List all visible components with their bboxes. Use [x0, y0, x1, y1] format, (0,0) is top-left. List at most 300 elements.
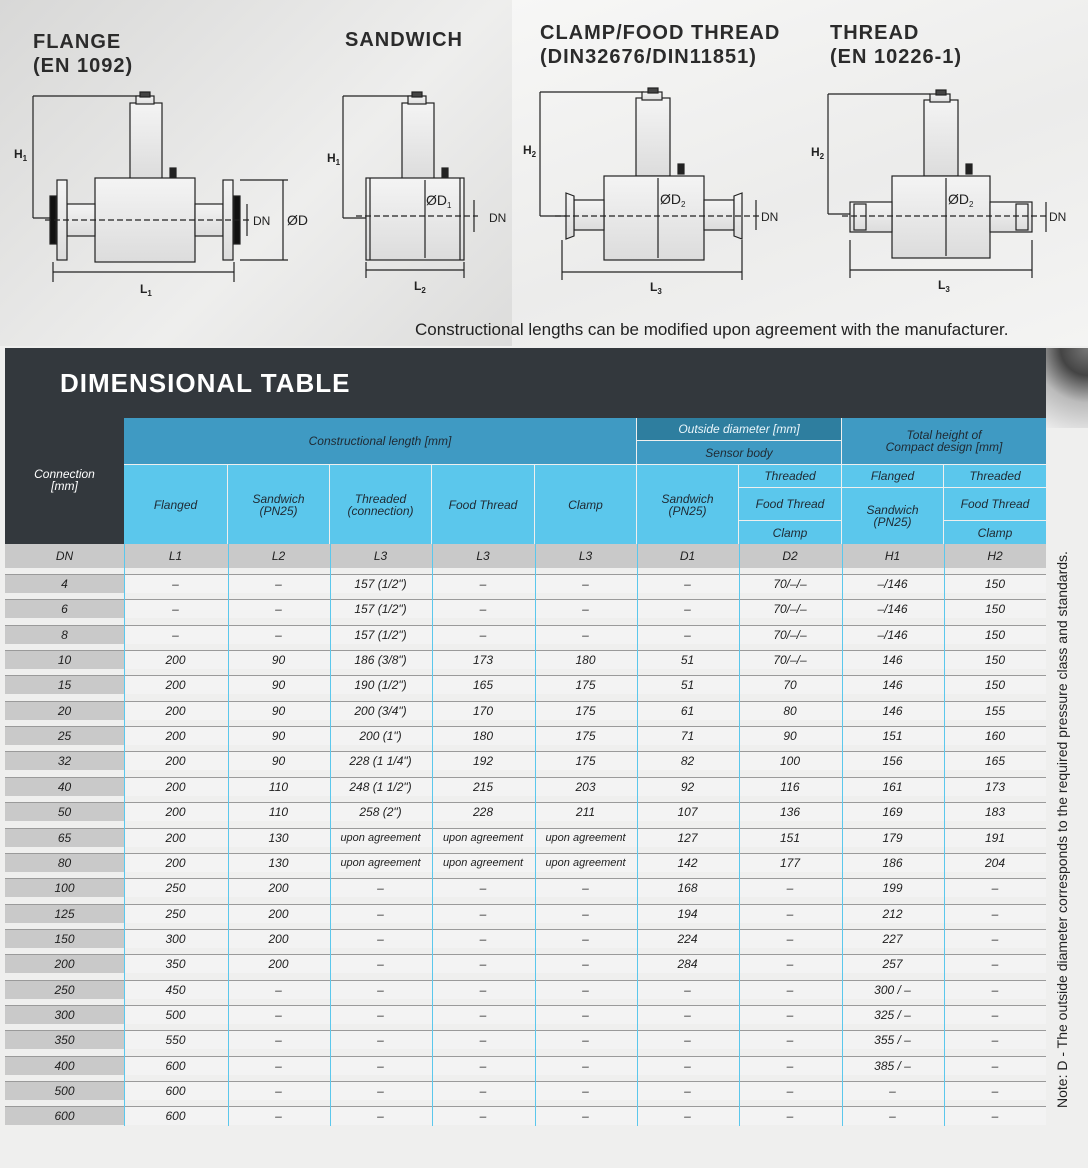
cell-l2: – [275, 627, 282, 642]
cell-l3-food-thread: 215 [472, 779, 494, 794]
cell-h1: –/146 [877, 602, 908, 617]
table-row [5, 675, 1046, 694]
cell-h2: 183 [984, 805, 1006, 820]
cell-l2: 90 [271, 703, 286, 718]
cell-h2: – [991, 1058, 999, 1073]
header-h2-threaded: Threaded [944, 465, 1046, 487]
cell-d2: 116 [780, 779, 800, 794]
cell-l3-food-thread: 180 [472, 729, 494, 744]
symbol-l2: L2 [271, 549, 286, 563]
cell-h2: – [991, 982, 999, 997]
cell-h1: –/146 [877, 577, 908, 591]
cell-l1: 350 [165, 957, 186, 972]
cell-l2: – [275, 1084, 282, 1098]
cell-d2: 136 [779, 805, 801, 820]
cell-dn: 350 [54, 1033, 75, 1048]
cell-l3-food-thread: upon agreement [442, 856, 524, 869]
table-row [5, 1005, 1046, 1024]
header-d2-food-thread: Food Thread [739, 488, 841, 520]
cell-d2: – [786, 957, 794, 972]
cell-d2: 70/–/– [773, 627, 807, 642]
cell-h2: 173 [984, 779, 1006, 794]
cell-l1: 250 [165, 881, 186, 896]
cell-d2: – [786, 881, 794, 896]
cell-d1: 92 [680, 779, 695, 794]
cell-l3-clamp: 175 [575, 678, 596, 693]
cell-h1: 186 [882, 855, 903, 870]
cell-l2: 130 [268, 830, 289, 845]
cell-l3-threaded: 200 (3/4") [354, 703, 407, 718]
cell-d1: 51 [680, 653, 695, 668]
header-d2-threaded: Threaded [739, 465, 841, 487]
cell-dn: 15 [57, 678, 72, 693]
cell-l3-clamp: – [582, 577, 589, 591]
cell-d1: 127 [677, 830, 698, 845]
svg-text:ØD2: $ØD_2$ [948, 191, 974, 209]
cell-l3-food-thread: – [479, 577, 487, 591]
table-row [5, 650, 1046, 669]
cell-h2: – [991, 957, 999, 972]
cell-h2: 204 [984, 855, 1006, 870]
cell-dn: 200 [54, 957, 75, 972]
cell-h1: 199 [882, 881, 903, 896]
cell-dn: 80 [57, 855, 72, 870]
cell-l1: 200 [165, 830, 186, 845]
svg-text:H1: $H_1$ [327, 151, 341, 167]
svg-text:H2: $H_2$ [523, 143, 537, 159]
svg-text:ØD1: $ØD_1$ [426, 192, 452, 210]
cell-d2: – [786, 1084, 794, 1098]
cell-l3-clamp: – [582, 602, 589, 617]
cell-l3-clamp: – [582, 1033, 589, 1048]
cell-h1: 179 [882, 830, 903, 845]
cell-l3-food-thread: – [479, 906, 487, 921]
cell-dn: 125 [54, 906, 75, 921]
cell-l3-threaded: 186 (3/8") [354, 653, 407, 668]
cell-l3-threaded: 157 (1/2") [354, 602, 407, 617]
column-divider [535, 544, 536, 1126]
cell-dn: 32 [57, 754, 72, 769]
table-row [5, 599, 1046, 618]
cell-l3-food-thread: – [479, 982, 487, 997]
cell-l1: 500 [165, 1007, 186, 1022]
cell-dn: 150 [54, 931, 75, 946]
cell-d2: 70/–/– [773, 577, 807, 591]
cell-h2: 155 [984, 703, 1006, 718]
cell-l3-food-thread: – [479, 602, 487, 617]
cell-h1: 212 [882, 906, 903, 921]
svg-text:ØD: ØD [287, 212, 308, 228]
cell-l3-clamp: – [582, 1058, 589, 1073]
column-divider [944, 544, 945, 1126]
svg-text:DN: DN [1049, 210, 1067, 224]
cell-h2: – [991, 906, 999, 921]
sandwich-drawing [327, 92, 506, 295]
thread-title: THREAD (EN 10226-1) [830, 22, 963, 68]
cell-l2: 200 [268, 906, 289, 921]
cell-l1: 600 [165, 1084, 186, 1098]
cell-l2: – [275, 1058, 282, 1073]
header-h2-clamp: Clamp [944, 521, 1046, 544]
cell-dn: 100 [54, 881, 75, 896]
symbol-l1: L1 [168, 549, 183, 563]
table-row [5, 828, 1046, 847]
cell-l1: 200 [165, 653, 186, 668]
cell-h2: 150 [984, 602, 1006, 617]
cell-l3-threaded: 190 (1/2") [354, 678, 407, 693]
cell-d1: 224 [677, 931, 698, 946]
cell-l1: 550 [165, 1033, 186, 1048]
flange-drawing [14, 92, 308, 298]
cell-d1: 194 [677, 906, 698, 921]
cell-h1: 385 / – [874, 1058, 911, 1073]
symbol-d1: D1 [679, 549, 696, 563]
cell-h1: 257 [882, 957, 903, 972]
header-h1-flanged: Flanged [842, 465, 943, 487]
connection-header [5, 418, 124, 544]
cell-d2: – [786, 1033, 794, 1048]
cell-l2: 90 [271, 678, 286, 693]
svg-text:H2: $H_2$ [811, 145, 825, 161]
cell-l3-food-thread: – [479, 1033, 487, 1048]
cell-h2: – [991, 931, 999, 946]
cell-d1: – [684, 602, 691, 617]
cell-h2: 150 [984, 577, 1006, 591]
cell-l1: 200 [165, 855, 186, 870]
cell-h1: 355 / – [874, 1033, 911, 1048]
cell-l3-food-thread: – [479, 957, 487, 972]
header-constructional-length: Constructional length [mm] [124, 418, 636, 464]
cell-d1: 51 [680, 678, 695, 693]
thread-drawing [811, 90, 1066, 294]
cell-d1: – [684, 577, 691, 591]
cell-l2: – [275, 577, 282, 591]
cell-l3-clamp: 203 [575, 779, 596, 794]
symbol-l3-threaded: L3 [373, 549, 388, 563]
cell-l1: 200 [165, 729, 186, 744]
cell-d2: 70/–/– [773, 602, 807, 617]
cell-dn: 600 [54, 1109, 75, 1124]
column-divider [637, 544, 638, 1126]
cell-h1: –/146 [877, 627, 908, 642]
cell-d1: 71 [680, 729, 695, 744]
table-row [5, 1081, 1046, 1100]
cell-h1: – [889, 1109, 896, 1124]
cell-l1: 200 [165, 779, 186, 794]
cell-l3-clamp: – [582, 982, 589, 997]
cell-l3-threaded: – [377, 957, 384, 972]
column-divider [432, 544, 433, 1126]
header-clamp: Clamp [535, 465, 636, 544]
cell-h1: 146 [882, 678, 903, 693]
svg-text:L2: $L_2$ [414, 279, 426, 295]
table-row [5, 954, 1046, 973]
symbol-l3-clamp: L3 [578, 549, 593, 563]
cell-l1: – [172, 577, 179, 591]
cell-h2: – [991, 1109, 999, 1124]
cell-l3-threaded: – [377, 1109, 384, 1124]
svg-text:L1: $L_1$ [140, 282, 152, 298]
svg-text:H1: $H_1$ [14, 147, 28, 163]
cell-l1: 450 [165, 982, 186, 997]
cell-l3-threaded: – [377, 1084, 384, 1098]
cell-l3-clamp: 175 [575, 754, 596, 769]
cell-l1: – [172, 627, 179, 642]
svg-text:L3: $L_3$ [938, 278, 950, 294]
cell-l3-food-thread: 170 [472, 703, 494, 718]
column-divider [330, 544, 331, 1126]
svg-text:DN: DN [489, 211, 507, 225]
cell-l2: 90 [271, 729, 286, 744]
cell-l2: 200 [268, 957, 289, 972]
cell-l2: 200 [268, 931, 289, 946]
flange-title: FLANGE (EN 1092) [33, 31, 134, 77]
table-title-bar [5, 348, 1046, 418]
cell-dn: 40 [57, 779, 72, 794]
cell-l1: 600 [165, 1109, 186, 1124]
table-row [5, 1056, 1046, 1075]
symbol-d2: D2 [782, 549, 798, 563]
cell-d1: 284 [677, 957, 698, 972]
table-row [5, 853, 1046, 872]
cell-dn: 20 [57, 703, 72, 718]
cell-l3-clamp: 175 [575, 703, 596, 718]
cell-l3-food-thread: 192 [472, 754, 494, 769]
table-row [5, 625, 1046, 644]
cell-d2: – [786, 906, 794, 921]
cell-l3-threaded: upon agreement [340, 856, 421, 869]
svg-text:DN: DN [253, 214, 271, 228]
cell-d2: – [786, 1007, 794, 1022]
cell-l3-clamp: – [582, 1109, 589, 1124]
cell-h2: 191 [984, 830, 1006, 845]
cell-l3-food-thread: – [479, 1007, 487, 1022]
cell-l1: 250 [165, 906, 186, 921]
cell-l1: 200 [165, 805, 186, 820]
table-row [5, 904, 1046, 923]
technical-drawings [0, 0, 1088, 346]
cell-d1: 142 [677, 855, 698, 870]
cell-l3-food-thread: – [479, 627, 487, 642]
cell-l3-food-thread: – [479, 1109, 487, 1124]
cell-l3-food-thread: – [479, 1084, 487, 1098]
symbol-l3-food-thread: L3 [476, 549, 490, 563]
header-d1-sandwich: Sandwich (PN25) [637, 465, 738, 544]
cell-l3-food-thread: upon agreement [442, 831, 524, 844]
cell-l3-clamp: 175 [575, 729, 596, 744]
cell-h2: – [991, 1033, 999, 1048]
column-divider [124, 544, 125, 1126]
cell-d1: 168 [677, 881, 698, 896]
cell-l3-food-thread: – [479, 881, 487, 896]
svg-text:ØD2: $ØD_2$ [660, 191, 686, 209]
side-note: Note: D - The outside diameter corresponds to the required pressure class and standards. [1054, 551, 1070, 1108]
table-row [5, 751, 1046, 770]
symbol-row [5, 544, 1046, 568]
cell-d2: 177 [779, 855, 801, 870]
cell-l3-clamp: upon agreement [545, 856, 626, 869]
cell-h2: 150 [984, 678, 1006, 693]
cell-d2: 80 [783, 703, 797, 718]
cell-l2: 90 [271, 754, 286, 769]
header-threaded-connection: Threaded (connection) [330, 465, 431, 544]
cell-l2: 110 [268, 805, 289, 820]
cell-l3-clamp: – [582, 1007, 589, 1022]
cell-l3-food-thread: 165 [472, 678, 494, 693]
cell-l1: 200 [165, 678, 186, 693]
cell-dn: 8 [61, 627, 68, 642]
cell-dn: 4 [61, 577, 68, 591]
header-h2-food-thread: Food Thread [944, 488, 1046, 520]
cell-l2: 90 [271, 653, 286, 668]
cell-dn: 6 [61, 602, 68, 617]
header-h1-sandwich: Sandwich (PN25) [842, 488, 943, 544]
cell-l3-food-thread: 228 [472, 805, 494, 820]
table-row [5, 878, 1046, 897]
header-total-height: Total height of Compact design [mm] [842, 418, 1046, 464]
cell-l3-clamp: – [582, 906, 589, 921]
table-row [5, 1030, 1046, 1049]
cell-d1: – [684, 1007, 691, 1022]
header-flanged: Flanged [124, 465, 227, 544]
column-divider [842, 544, 843, 1126]
cell-dn: 25 [57, 729, 72, 744]
clamp-title: CLAMP/FOOD THREAD (DIN32676/DIN11851) [540, 22, 781, 68]
cell-d2: 151 [779, 830, 801, 845]
cell-d1: – [684, 982, 691, 997]
cell-h2: – [991, 1007, 999, 1022]
table-row [5, 980, 1046, 999]
cell-h2: 150 [984, 653, 1006, 668]
table-row [5, 929, 1046, 948]
cell-d1: – [684, 1109, 691, 1124]
cell-dn: 250 [54, 982, 75, 997]
cell-l3-clamp: upon agreement [545, 831, 626, 844]
cell-d1: – [684, 1084, 691, 1098]
cell-l2: 200 [268, 881, 289, 896]
svg-text:DN: DN [761, 210, 779, 224]
connection-label: Connection [mm] [34, 467, 95, 493]
drawings-panel [0, 0, 1088, 346]
column-divider [739, 544, 740, 1126]
cell-l2: – [275, 1109, 282, 1124]
cell-h2: – [991, 1084, 999, 1098]
cell-h1: 227 [882, 931, 903, 946]
cell-dn: 500 [54, 1084, 75, 1098]
cell-d1: 61 [680, 703, 695, 718]
symbol-h1: H1 [884, 549, 901, 563]
cell-l2: 110 [268, 779, 289, 794]
table-row [5, 777, 1046, 796]
cell-h2: 160 [984, 729, 1006, 744]
cell-l3-threaded: – [377, 1058, 384, 1073]
table-row [5, 802, 1046, 821]
cell-l3-threaded: – [377, 881, 384, 896]
cell-dn: 400 [54, 1058, 75, 1073]
table-row [5, 726, 1046, 745]
header-food-thread: Food Thread [432, 465, 534, 544]
cell-h1: – [889, 1084, 896, 1098]
cell-l2: 130 [268, 855, 289, 870]
cell-l3-food-thread: 173 [472, 653, 494, 668]
cell-l2: – [275, 1007, 282, 1022]
table-row [5, 574, 1046, 593]
cell-l1: 600 [165, 1058, 186, 1073]
cell-l3-threaded: 248 (1 1/2") [349, 779, 412, 794]
table-row [5, 701, 1046, 720]
cell-h1: 151 [882, 729, 903, 744]
cell-l3-clamp: – [582, 931, 589, 946]
cell-l1: 300 [165, 931, 186, 946]
cell-h1: 325 / – [874, 1007, 911, 1022]
cell-l2: – [275, 602, 282, 617]
cell-d2: 90 [783, 729, 797, 744]
table-title: DIMENSIONAL TABLE [60, 368, 351, 398]
cell-l1: 200 [165, 703, 186, 718]
cell-d1: – [684, 627, 691, 642]
header-outside-diameter: Outside diameter [mm] [637, 418, 841, 440]
column-divider [228, 544, 229, 1126]
cell-h1: 300 / – [874, 982, 911, 997]
symbol-dn: DN [55, 549, 74, 563]
construction-note: Constructional lengths can be modified upon agreement with the manufacturer. [415, 320, 1009, 339]
cell-l3-food-thread: – [479, 1058, 487, 1073]
cell-d2: – [786, 1058, 794, 1073]
cell-dn: 10 [57, 653, 72, 668]
cell-l3-threaded: – [377, 931, 384, 946]
cell-dn: 300 [54, 1007, 75, 1022]
cell-l3-threaded: 228 (1 1/4") [349, 754, 412, 769]
cell-dn: 65 [57, 830, 72, 845]
cell-d1: 107 [677, 805, 698, 820]
cell-d1: – [684, 1058, 691, 1073]
svg-text:L3: $L_3$ [650, 280, 662, 296]
cell-l3-threaded: 157 (1/2") [354, 627, 407, 642]
cell-l3-clamp: 180 [575, 653, 596, 668]
cell-l3-threaded: 258 (2") [359, 805, 402, 820]
cell-h2: 150 [984, 627, 1006, 642]
cell-d1: 82 [680, 754, 695, 769]
cell-l1: – [172, 602, 179, 617]
cell-l2: – [275, 982, 282, 997]
sandwich-title: SANDWICH [345, 29, 463, 51]
cell-l3-threaded: – [377, 1007, 384, 1022]
cell-l2: – [275, 1033, 282, 1048]
cell-dn: 50 [57, 805, 72, 820]
cell-h2: 165 [984, 754, 1006, 769]
cell-l3-threaded: – [377, 906, 384, 921]
cell-l3-threaded: upon agreement [340, 831, 421, 844]
cell-l3-threaded: 200 (1") [359, 729, 402, 744]
cell-d2: 100 [779, 754, 801, 769]
cell-l3-food-thread: – [479, 931, 487, 946]
header-sensor-body: Sensor body [637, 441, 841, 464]
clamp-drawing [523, 88, 778, 296]
cell-l3-clamp: – [582, 627, 589, 642]
cell-l1: 200 [165, 754, 186, 769]
cell-h1: 146 [882, 653, 903, 668]
cell-l3-clamp: – [582, 1084, 589, 1098]
cell-d2: – [786, 982, 794, 997]
cell-d2: – [786, 931, 794, 946]
cell-d2: – [786, 1109, 794, 1124]
cell-l3-threaded: – [377, 1033, 384, 1048]
cell-l3-threaded: 157 (1/2") [354, 577, 407, 591]
cell-l3-clamp: – [582, 957, 589, 972]
cell-l3-clamp: – [582, 881, 589, 896]
cell-d2: 70/–/– [773, 653, 807, 668]
decorative-ring [1044, 348, 1088, 428]
